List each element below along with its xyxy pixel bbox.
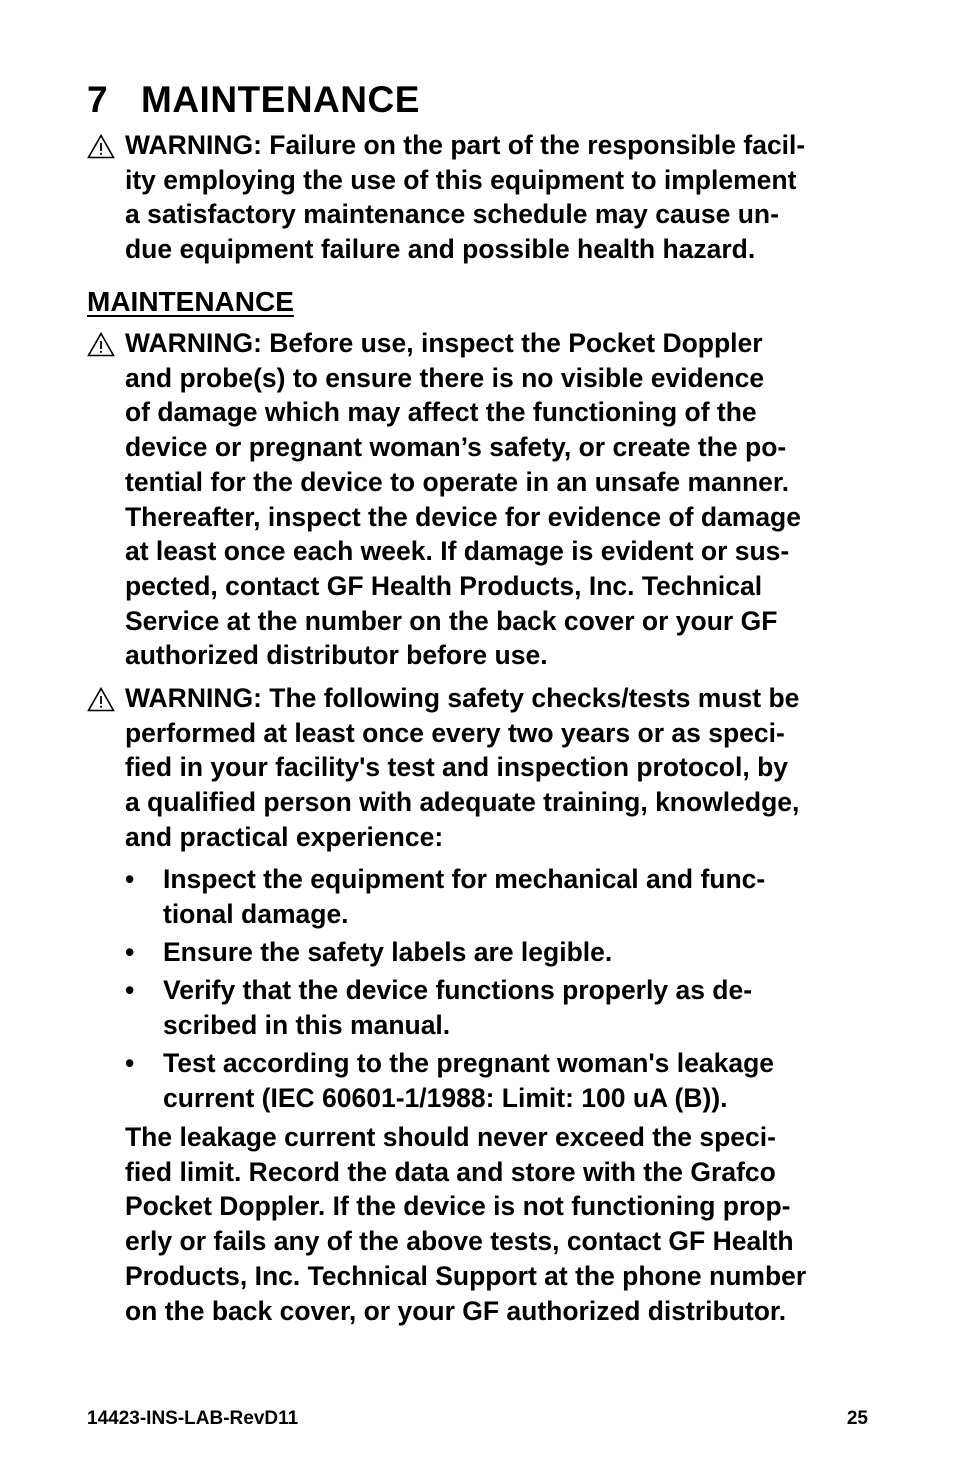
list-item xyxy=(125,973,885,1042)
list-item xyxy=(125,1046,885,1115)
section-heading: MAINTENANCE xyxy=(87,286,294,317)
bullet: • xyxy=(125,975,135,1006)
checks-list xyxy=(125,862,885,1119)
bullet: • xyxy=(125,864,135,894)
warning-triangle-icon xyxy=(87,332,115,357)
warning-triangle-icon xyxy=(87,134,115,159)
chapter-title xyxy=(87,78,420,122)
warning-triangle-icon xyxy=(87,687,115,712)
warning-inspect-text: WARNING: Before use, inspect the Pocket Doppler and probe(s) to ensure there is no visible evidence of damage which may affect the functioning of the device or pregnant woman’s safety, or create the po- tential for the device to operate in an unsafe manner. Thereafter, inspect the device for evidence of damage at least once each week. If damage is evident or sus- pected, contact GF Health Products, Inc. Technical Service at the number on the back cover or your GF authorized distributor before use. xyxy=(125,328,801,671)
closing-paragraph: The leakage current should never exceed the speci- fied limit. Record the data and store with the Grafco Pocket Doppler. If the device is not functioning prop- erly or fails any of the above tests, contact GF Health Products, Inc. Technical Support at the phone number on the back cover, or your GF authorized distributor. xyxy=(125,1122,807,1326)
warning-intro xyxy=(87,128,877,267)
list-item-text: Test according to the pregnant woman's leakage current (IEC 60601-1/1988: Limit: 100 uA (B)). xyxy=(163,1048,775,1113)
page-number: 25 xyxy=(846,1408,868,1429)
list-item-text: Inspect the equipment for mechanical and func- tional damage. xyxy=(163,864,766,929)
footer-doc-code: 14423-INS-LAB-RevD11 xyxy=(87,1408,299,1429)
warning-checks-text: WARNING: The following safety checks/tests must be performed at least once every two years or as speci- fied in your facility's test and inspection protocol, by a qualified person with adequate training, knowledge, and practical experience: xyxy=(125,683,800,852)
chapter-number: 7 xyxy=(87,79,109,120)
chapter-title-text: MAINTENANCE xyxy=(141,79,420,120)
warning-inspect xyxy=(87,326,877,673)
warning-checks xyxy=(87,681,877,855)
warning-intro-text: WARNING: Failure on the part of the responsible facil- ity employing the use of this equipment to implement a satisfactory maintenance schedule may cause un- due equipment failure and possible health hazard. xyxy=(125,130,806,265)
list-item xyxy=(125,862,885,931)
list-item-text: Verify that the device functions properly as de- scribed in this manual. xyxy=(163,975,753,1040)
bullet: • xyxy=(125,936,135,967)
bullet: • xyxy=(125,1048,135,1079)
list-item xyxy=(125,935,885,970)
list-item-text: Ensure the safety labels are legible. xyxy=(163,936,613,967)
